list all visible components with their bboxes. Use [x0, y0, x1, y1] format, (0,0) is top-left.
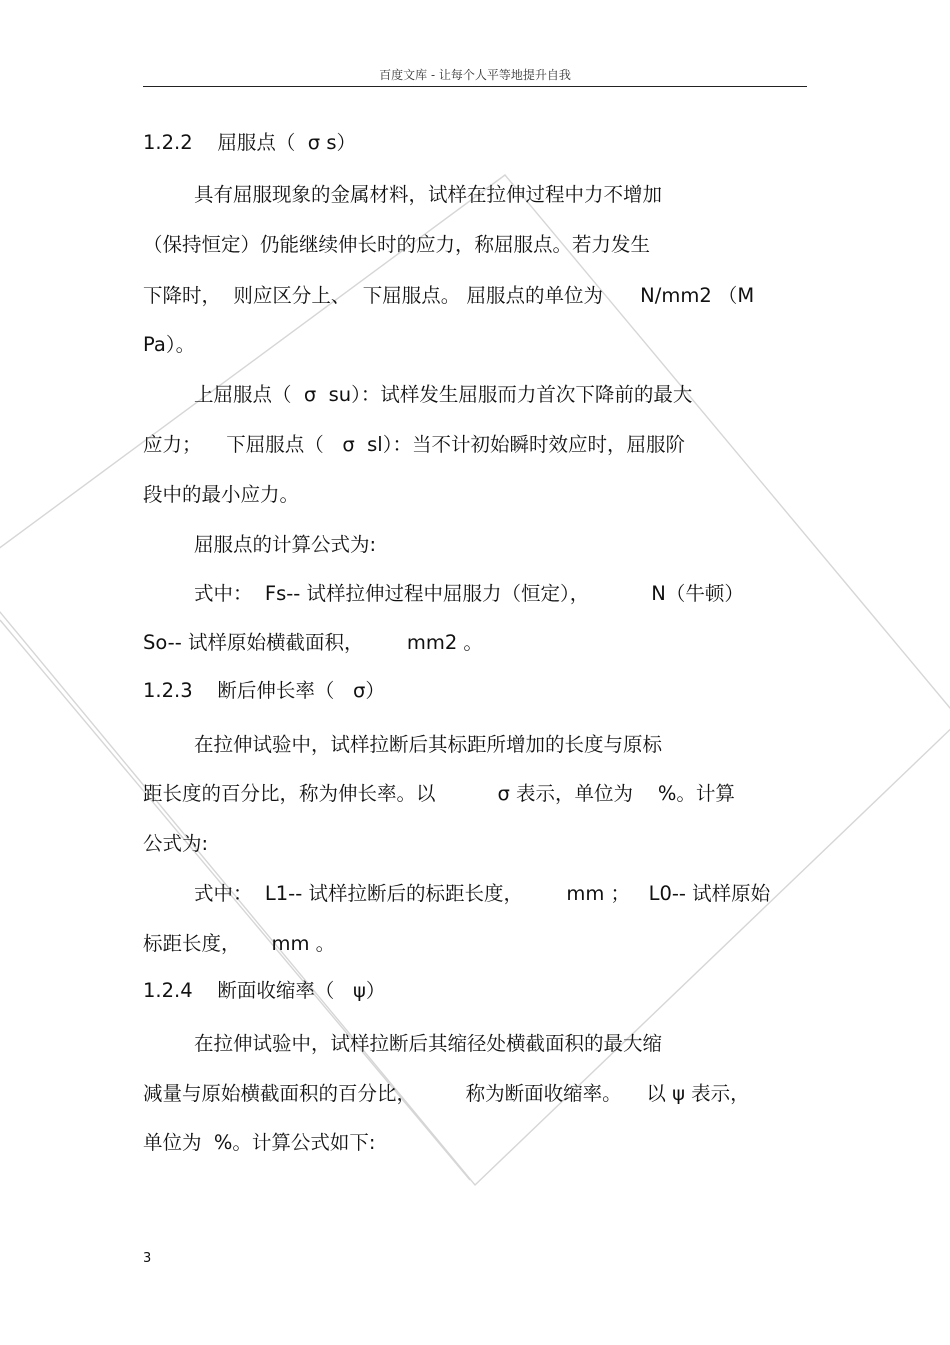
- paragraph-line: （保持恒定）仍能继续伸长时的应力，称屈服点。若力发生: [143, 233, 651, 256]
- paragraph-line: Pa）。: [143, 333, 196, 356]
- paragraph-line: 下降时， 则应区分上、 下屈服点。 屈服点的单位为 N/mm2 （M: [143, 284, 755, 307]
- paragraph-line: 式中： Fs-- 试样拉伸过程中屈服力（恒定）， N（牛顿）: [194, 582, 744, 605]
- page-number: 3: [143, 1251, 152, 1266]
- paragraph-line: 在拉伸试验中，试样拉断后其缩径处横截面积的最大缩: [194, 1032, 663, 1055]
- section-heading-1-2-4: 1.2.4 断面收缩率（ ψ）: [143, 979, 386, 1002]
- paragraph-line: 应力； 下屈服点（ σ sl）：当不计初始瞬时效应时，屈服阶: [143, 433, 685, 456]
- header-divider: [143, 86, 807, 87]
- section-heading-1-2-2: 1.2.2 屈服点（ σ s）: [143, 131, 357, 154]
- paragraph-line: 距长度的百分比，称为伸长率。以 σ 表示，单位为 %。计算: [143, 782, 735, 805]
- paragraph-line: 标距长度， mm 。: [143, 932, 336, 955]
- paragraph-line: 具有屈服现象的金属材料，试样在拉伸过程中力不增加: [194, 183, 663, 206]
- header-title: 百度文库 - 让每个人平等地提升自我: [379, 68, 571, 82]
- paragraph-line: 减量与原始横截面积的百分比， 称为断面收缩率。 以 ψ 表示，: [143, 1082, 750, 1105]
- paragraph-line: 公式为:: [143, 832, 209, 855]
- paragraph-line: 式中： L1-- 试样拉断后的标距长度， mm ； L0-- 试样原始: [194, 882, 771, 905]
- paragraph-line: 在拉伸试验中，试样拉断后其标距所增加的长度与原标: [194, 733, 663, 756]
- paragraph-line: 屈服点的计算公式为:: [194, 533, 377, 556]
- section-heading-1-2-3: 1.2.3 断后伸长率（ σ）: [143, 679, 385, 702]
- paragraph-line: 上屈服点（ σ su）：试样发生屈服而力首次下降前的最大: [194, 383, 693, 406]
- paragraph-line: 段中的最小应力。: [143, 483, 300, 506]
- paragraph-line: 单位为 %。计算公式如下:: [143, 1131, 376, 1154]
- paragraph-line: So-- 试样原始横截面积， mm2 。: [143, 631, 483, 654]
